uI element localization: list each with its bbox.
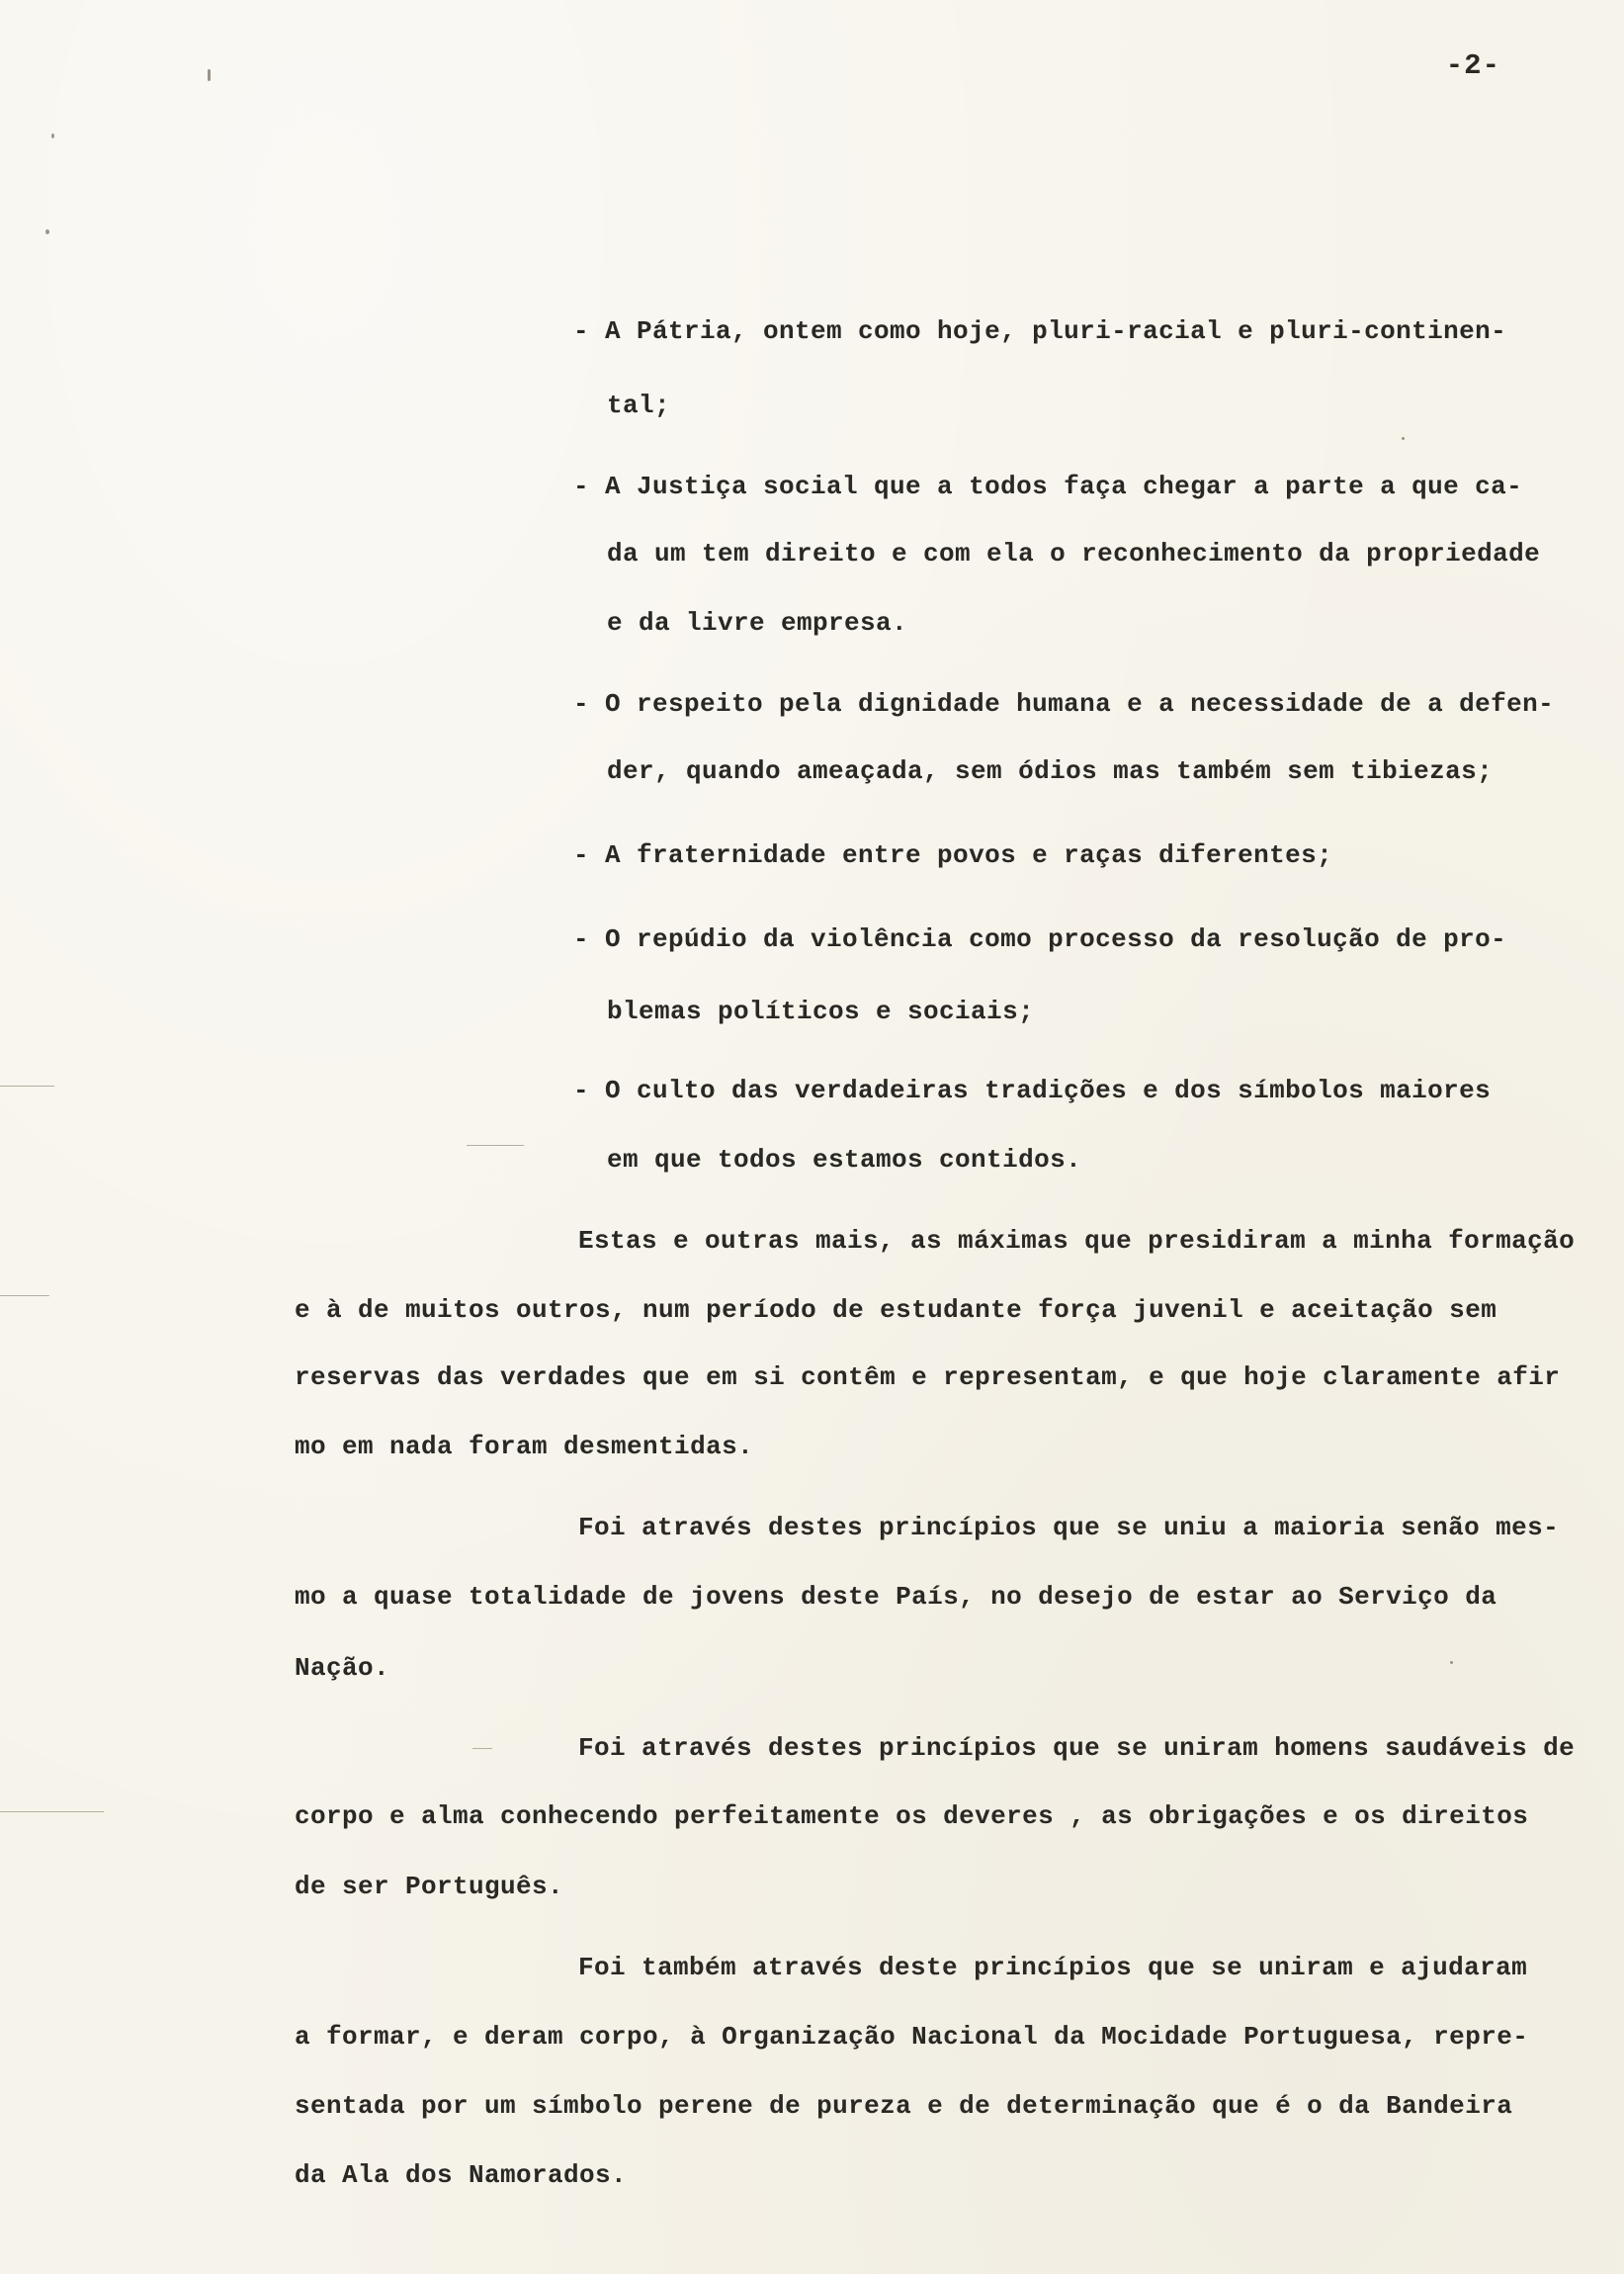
bullet-line: - A fraternidade entre povos e raças diferentes; xyxy=(573,840,1333,870)
bullet-line: - A Pátria, ontem como hoje, pluri-racial e pluri-continen- xyxy=(573,316,1507,346)
scan-dash xyxy=(0,1295,49,1296)
bullet-line: - A Justiça social que a todos faça chegar a parte a que ca- xyxy=(573,472,1523,501)
paragraph-line: Foi através destes princípios que se uniram homens saudáveis de xyxy=(578,1733,1576,1763)
bullet-line: tal; xyxy=(607,391,671,420)
paragraph-line: a formar, e deram corpo, à Organização Nacional da Mocidade Portuguesa, repre- xyxy=(295,2022,1529,2052)
paragraph-line: corpo e alma conhecendo perfeitamente os deveres , as obrigações e os direitos xyxy=(295,1801,1529,1831)
scan-speck xyxy=(51,133,54,138)
page-number: -2- xyxy=(1445,49,1500,82)
paragraph-line: mo em nada foram desmentidas. xyxy=(295,1432,754,1461)
paragraph-line: mo a quase totalidade de jovens deste País, no desejo de estar ao Serviço da xyxy=(295,1582,1497,1612)
paragraph-line: e à de muitos outros, num período de estudante força juvenil e aceitação sem xyxy=(295,1295,1497,1325)
bullet-line: da um tem direito e com ela o reconhecimento da propriedade xyxy=(607,539,1541,568)
scan-dash xyxy=(0,1811,104,1812)
paragraph-line: sentada por um símbolo perene de pureza e de determinação que é o da Bandeira xyxy=(295,2091,1513,2121)
bullet-line: em que todos estamos contidos. xyxy=(607,1145,1082,1175)
scan-speck xyxy=(45,229,49,234)
scan-dash xyxy=(0,1086,54,1087)
paragraph-line: de ser Português. xyxy=(295,1872,564,1901)
paragraph-line: reservas das verdades que em si contêm e representam, e que hoje claramente afir xyxy=(295,1362,1561,1392)
bullet-line: - O culto das verdadeiras tradições e dos símbolos maiores xyxy=(573,1076,1492,1105)
paragraph-line: Nação. xyxy=(295,1653,390,1683)
scan-speck xyxy=(208,69,211,81)
paragraph-line: Foi através destes princípios que se uniu a maioria senão mes- xyxy=(578,1513,1560,1542)
bullet-line: e da livre empresa. xyxy=(607,608,908,638)
scan-dash xyxy=(472,1748,492,1749)
scan-speck xyxy=(1402,437,1405,440)
bullet-line: - O repúdio da violência como processo da resolução de pro- xyxy=(573,924,1507,954)
paragraph-line: da Ala dos Namorados. xyxy=(295,2160,628,2190)
paragraph-line: Estas e outras mais, as máximas que presidiram a minha formação xyxy=(578,1226,1576,1256)
scan-dash xyxy=(467,1145,524,1146)
bullet-line: der, quando ameaçada, sem ódios mas também sem tibiezas; xyxy=(607,756,1494,786)
paragraph-line: Foi também através deste princípios que se uniram e ajudaram xyxy=(578,1953,1528,1982)
scan-speck xyxy=(1450,1661,1453,1664)
bullet-line: blemas políticos e sociais; xyxy=(607,997,1035,1026)
bullet-line: - O respeito pela dignidade humana e a necessidade de a defen- xyxy=(573,689,1555,719)
